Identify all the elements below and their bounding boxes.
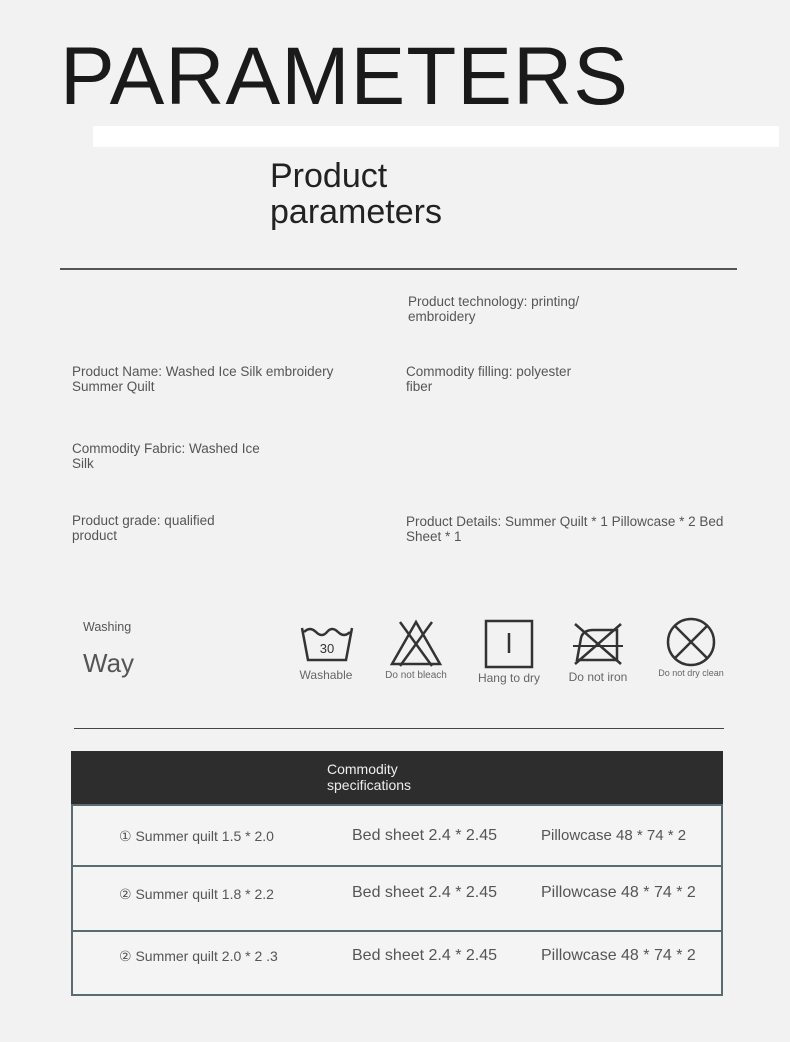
do-not-iron-icon [571,620,625,666]
care-label-washable: Washable [299,668,353,682]
param-details: Product Details: Summer Quilt * 1 Pillowcase * 2 Bed Sheet * 1 [406,514,724,544]
param-name: Product Name: Washed Ice Silk embroidery Summer Quilt [72,364,334,394]
care-do-not-bleach [380,618,452,681]
care-label-do-not-iron: Do not iron [568,670,628,684]
section-subtitle: Product parameters [270,157,442,231]
care-label-hang-to-dry: Hang to dry [477,671,541,685]
table-row [71,932,723,996]
do-not-dry-clean-icon [664,616,718,668]
row-sheet: Bed sheet 2.4 * 2.45 [352,947,497,964]
washing-way-label: Way [83,648,135,678]
divider-top [60,268,737,270]
do-not-bleach-icon [388,618,444,668]
washing-label: Washing [83,620,132,634]
row-sheet: Bed sheet 2.4 * 2.45 [352,827,497,844]
row-pillow: Pillowcase 48 * 74 * 2 [541,884,696,901]
care-label-do-not-bleach: Do not bleach [385,670,447,681]
table-row [71,804,723,867]
param-filling: Commodity filling: polyester fiber [406,364,572,394]
row-quilt: ② Summer quilt 2.0 * 2 .3 [119,948,278,964]
title-underline-strip [93,126,779,147]
row-pillow: Pillowcase 48 * 74 * 2 [541,947,696,964]
table-header-label: Commodity specifications [327,761,412,793]
specifications-table [71,751,723,998]
row-quilt: ② Summer quilt 1.8 * 2.2 [119,886,274,902]
page-title: PARAMETERS [60,31,629,122]
care-hang-to-dry [474,619,544,685]
param-technology: Product technology: printing/ embroidery [408,294,580,324]
row-sheet: Bed sheet 2.4 * 2.45 [352,884,497,901]
divider-bottom [74,728,724,729]
care-label-do-not-dry-clean: Do not dry clean [658,668,724,678]
param-grade: Product grade: qualified product [72,513,215,543]
hang-to-dry-icon [484,619,534,669]
row-pillow: Pillowcase 48 * 74 * 2 [541,827,687,844]
table-row [71,867,723,932]
row-quilt: ① Summer quilt 1.5 * 2.0 [119,828,274,844]
care-do-not-dry-clean [656,616,726,678]
wash-temperature: 30 [319,641,335,656]
washtub-30-icon [298,620,356,664]
table-header [71,751,723,804]
care-do-not-iron [564,620,632,684]
param-fabric: Commodity Fabric: Washed Ice Silk [72,441,260,471]
care-washable [298,620,354,682]
